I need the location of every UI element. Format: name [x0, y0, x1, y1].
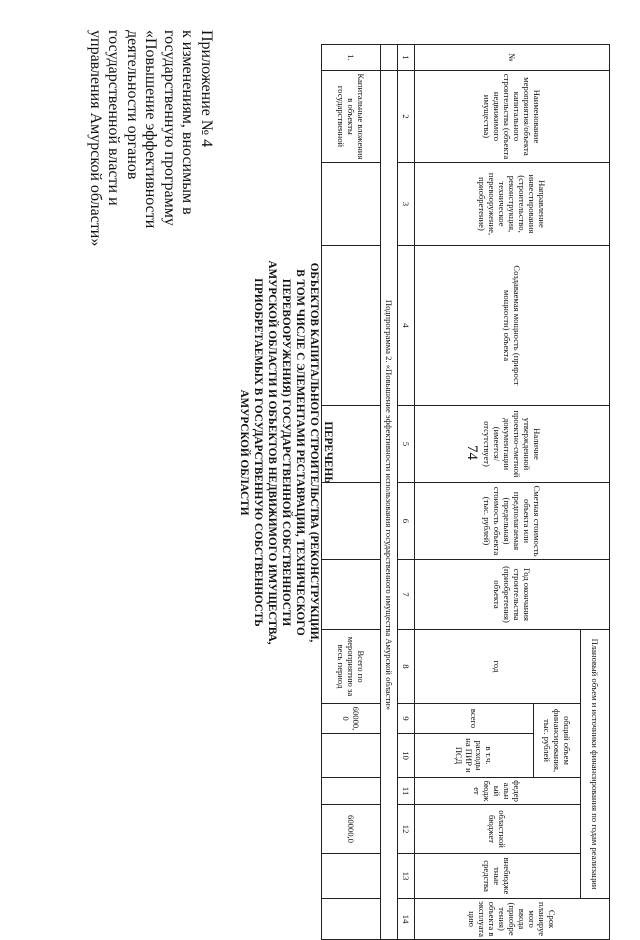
- column-number: 4: [398, 246, 415, 406]
- subprogram-row: [381, 45, 398, 940]
- header-total-volume: общий объем финансирования, тыс. рублей: [534, 704, 581, 778]
- row-capacity: [322, 246, 381, 406]
- header-num: №: [415, 45, 610, 71]
- column-number: 3: [398, 163, 415, 246]
- header-direction: Направление инвестирования (строительство, реконструкция, техническое перевооружение, приобретение): [415, 163, 610, 246]
- title-line: АМУРСКОЙ ОБЛАСТИ: [238, 389, 250, 516]
- row-funding-year: Всего по мероприятию за весь период: [322, 630, 381, 704]
- column-numbers-row: [398, 45, 415, 940]
- column-number: 11: [398, 778, 415, 805]
- header-name: Наименование мероприятия/объекта капитального строительства (объекта недвижимого имущества): [415, 71, 610, 163]
- header-funding-year: год: [415, 630, 581, 704]
- title-line: ПЕРЕВООРУЖЕНИЯ) ГОСУДАРСТВЕННОЙ СОБСТВЕННОСТИ: [280, 278, 292, 627]
- appendix-line: к изменениям, вносимым в: [179, 30, 197, 215]
- header-commissioning: Срок планируемого ввода (приобретения) объекта в эксплуатацию: [415, 899, 610, 940]
- column-number: 9: [398, 704, 415, 734]
- row-name: Капитальные вложения в объекты государственной: [322, 71, 381, 163]
- title-line: В ТОМ ЧИСЛЕ С ЭЛЕМЕНТАМИ РЕСТАВРАЦИИ, ТЕХНИЧЕСКОГО: [294, 269, 306, 636]
- row-federal: [322, 778, 381, 805]
- subprogram-title: Подпрограмма 2. «Повышение эффективности использования государственного имущества Амурской области»: [381, 71, 398, 940]
- column-number: 5: [398, 406, 415, 483]
- row-design-docs: [322, 406, 381, 483]
- table-row: [322, 45, 381, 940]
- header-federal: федеральный бюджет: [415, 778, 581, 805]
- title-line: АМУРСКОЙ ОБЛАСТИ И ОБЪЕКТОВ НЕДВИЖИМОГО ИМУЩЕСТВА,: [266, 260, 278, 645]
- row-incl-pir: [322, 734, 381, 778]
- page-number: 74: [464, 445, 480, 460]
- row-num: 1.: [322, 45, 381, 71]
- appendix-line: Приложение № 4: [198, 30, 215, 148]
- column-number: 7: [398, 560, 415, 630]
- header-total: всего: [415, 704, 534, 734]
- column-number: 14: [398, 899, 415, 940]
- column-number: 6: [398, 483, 415, 560]
- row-direction: [322, 163, 381, 246]
- title-line: ОБЪЕКТОВ КАПИТАЛЬНОГО СТРОИТЕЛЬСТВА (РЕКОНСТРУКЦИИ,: [308, 262, 320, 643]
- header-incl-pir: в т.ч. расходы на ПИР и ПСД: [415, 734, 534, 778]
- header-design-docs: Наличие утвержденной проектно-сметной документации (имеется/отсутствует): [415, 406, 610, 483]
- header-own-funds: внебюджетные средства: [415, 854, 581, 899]
- column-number: 12: [398, 805, 415, 854]
- subprogram-cell-empty: [381, 45, 398, 71]
- appendix-line: деятельности органов: [124, 30, 141, 180]
- appendix-line: «Повышение эффективности: [142, 30, 160, 229]
- row-year-end: [322, 560, 381, 630]
- title-line: ПРИОБРЕТАЕМЫХ В ГОСУДАРСТВЕННУЮ СОБСТВЕННОСТЬ: [252, 278, 264, 627]
- column-number: 2: [398, 71, 415, 163]
- header-capacity: Создаваемая мощность (прирост мощности) объекта: [415, 246, 610, 406]
- header-funding: Плановый объем и источники финансирования по годам реализации: [581, 630, 610, 899]
- appendix-note: [86, 30, 216, 300]
- appendix-line: управления Амурской области»: [87, 30, 104, 247]
- appendix-line: государственной власти и: [105, 30, 123, 206]
- column-number: 8: [398, 630, 415, 704]
- column-number: 10: [398, 734, 415, 778]
- header-regional: областной бюджет: [415, 805, 581, 854]
- column-number: 1: [398, 45, 415, 71]
- row-own-funds: [322, 854, 381, 899]
- appendix-line: государственную программу: [161, 30, 178, 226]
- header-estimated-cost: Сметная стоимость объекта или предполагаемая (предельная) стоимость объекта (тыс. рублей): [415, 483, 610, 560]
- row-regional: 60000,0: [322, 805, 381, 854]
- title-line: ПЕРЕЧЕНЬ: [322, 421, 334, 484]
- header-year: Год окончания строительства (приобретения) объекта: [415, 560, 610, 630]
- objects-table: [321, 44, 610, 940]
- row-estimated-cost: [322, 483, 381, 560]
- column-number: 13: [398, 854, 415, 899]
- table-header-row: [581, 45, 610, 940]
- row-total: 60000,0: [322, 704, 381, 734]
